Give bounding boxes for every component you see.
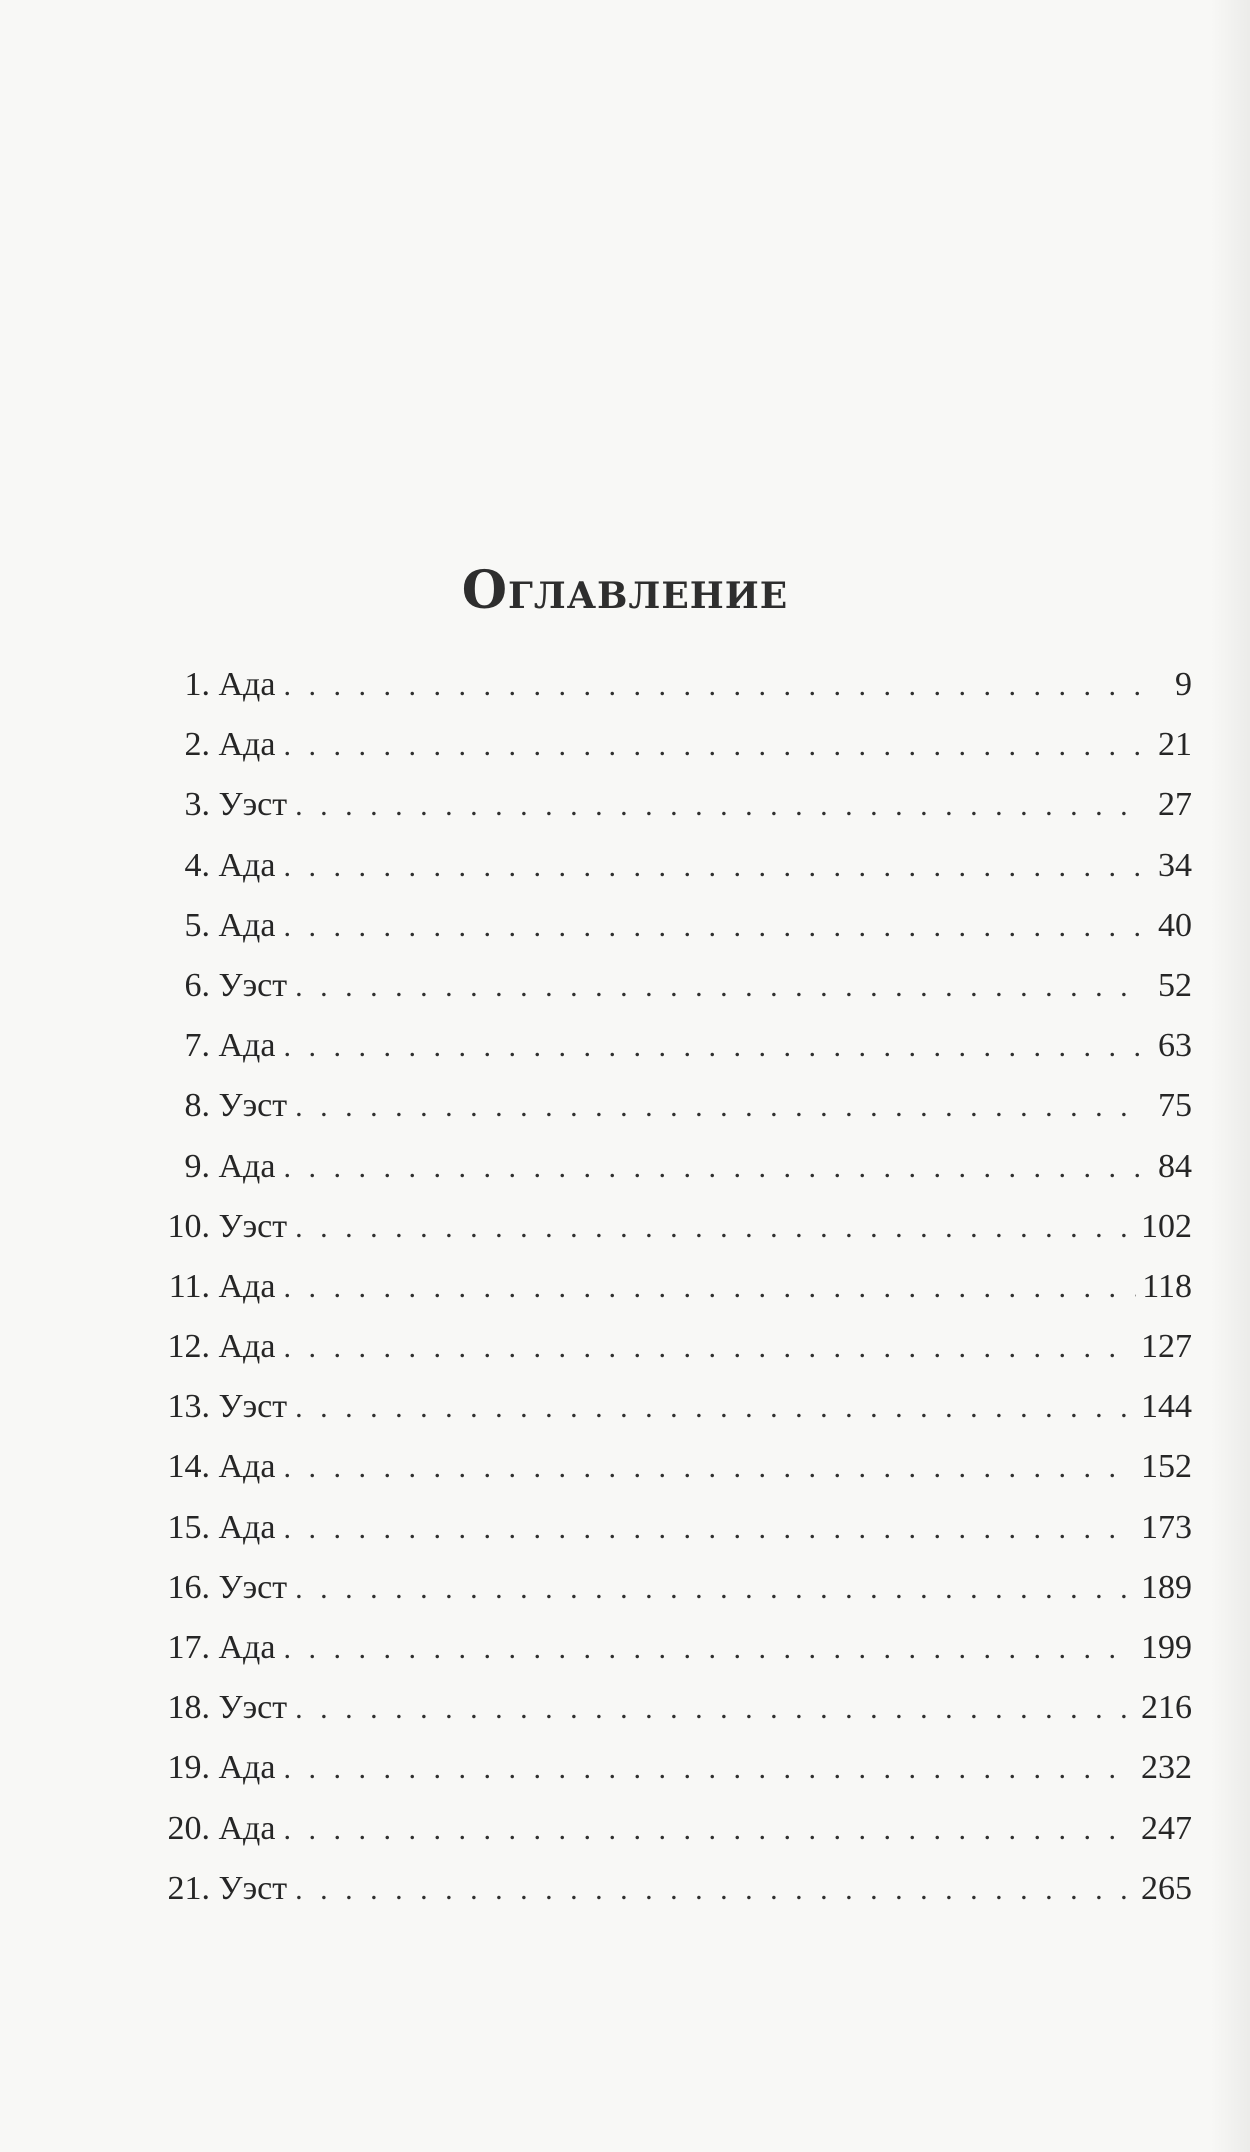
chapter-number: 13. xyxy=(167,1388,210,1426)
dot-leader xyxy=(283,669,1146,703)
dot-leader xyxy=(283,1512,1135,1546)
toc-entry[interactable] xyxy=(158,1870,1192,1930)
toc-entry[interactable] xyxy=(158,967,1192,1027)
toc-entry[interactable] xyxy=(158,1749,1192,1809)
toc-entry[interactable] xyxy=(158,1448,1192,1508)
page-number: 216 xyxy=(1141,1689,1192,1727)
dot-leader xyxy=(283,1752,1135,1786)
page-edge-shadow xyxy=(1210,0,1250,2152)
toc-entry-label xyxy=(158,1208,295,1246)
chapter-title: Уэст xyxy=(218,966,288,1004)
toc-entry-label xyxy=(158,1870,295,1908)
toc-entry-label xyxy=(158,967,295,1005)
toc-entry[interactable] xyxy=(158,1208,1192,1268)
chapter-number: 17. xyxy=(167,1629,210,1666)
dot-leader xyxy=(283,1632,1135,1666)
toc-entry-label xyxy=(158,1027,283,1065)
dot-leader xyxy=(295,1572,1135,1606)
chapter-title: Ада xyxy=(218,846,276,884)
chapter-number: 11. xyxy=(168,1267,210,1305)
page-number: 34 xyxy=(1158,846,1192,884)
dot-leader xyxy=(283,1030,1146,1064)
dot-leader xyxy=(283,729,1146,763)
chapter-title: Уэст xyxy=(218,1207,288,1245)
table-of-contents xyxy=(158,666,1192,1930)
toc-entry[interactable] xyxy=(158,1569,1192,1629)
page-number: 189 xyxy=(1141,1568,1192,1606)
toc-entry[interactable] xyxy=(158,786,1192,846)
page-number: 247 xyxy=(1141,1809,1192,1847)
chapter-title: Ада xyxy=(218,1508,276,1546)
toc-entry-label xyxy=(158,726,283,764)
chapter-number: 14. xyxy=(167,1448,210,1486)
chapter-number: 3. xyxy=(184,786,210,824)
chapter-title: Ада xyxy=(218,906,276,944)
page-number: 102 xyxy=(1141,1207,1192,1245)
toc-entry[interactable] xyxy=(158,1388,1192,1448)
page-number: 118 xyxy=(1142,1267,1192,1305)
toc-entry-label xyxy=(158,847,283,885)
dot-leader xyxy=(283,1813,1135,1847)
dot-leader xyxy=(283,1331,1135,1365)
toc-entry[interactable] xyxy=(158,1328,1192,1388)
toc-entry-label xyxy=(158,786,295,824)
page-number: 232 xyxy=(1141,1749,1192,1787)
toc-entry-label xyxy=(158,1087,295,1125)
toc-entry[interactable] xyxy=(158,1629,1192,1689)
dot-leader xyxy=(295,1391,1135,1425)
page-number: 265 xyxy=(1141,1869,1192,1907)
toc-entry[interactable] xyxy=(158,847,1192,907)
page-number: 144 xyxy=(1141,1388,1192,1426)
page-number: 173 xyxy=(1141,1508,1192,1546)
chapter-number: 20. xyxy=(167,1809,210,1847)
dot-leader xyxy=(295,970,1146,1004)
chapter-title: Уэст xyxy=(218,1568,288,1606)
dot-leader xyxy=(295,789,1146,823)
chapter-number: 1. xyxy=(184,666,210,703)
toc-entry[interactable] xyxy=(158,1148,1192,1208)
toc-entry-label xyxy=(158,1749,283,1787)
page-number: 152 xyxy=(1141,1448,1192,1486)
toc-entry-label xyxy=(158,1810,283,1848)
chapter-title: Ада xyxy=(218,726,276,764)
dot-leader xyxy=(283,1451,1135,1485)
chapter-number: 5. xyxy=(184,906,210,944)
chapter-title: Уэст xyxy=(218,1689,288,1727)
chapter-number: 2. xyxy=(184,726,210,764)
toc-entry-label xyxy=(158,1328,283,1366)
chapter-number: 15. xyxy=(167,1508,210,1546)
page-number: 21 xyxy=(1158,726,1192,764)
page-number: 52 xyxy=(1158,966,1192,1004)
page-number: 84 xyxy=(1158,1147,1192,1185)
toc-entry[interactable] xyxy=(158,1509,1192,1569)
toc-entry-label xyxy=(158,1629,283,1667)
chapter-number: 18. xyxy=(167,1689,210,1727)
chapter-title: Ада xyxy=(218,1147,276,1185)
toc-entry[interactable] xyxy=(158,1087,1192,1147)
dot-leader xyxy=(283,850,1146,884)
chapter-title: Ада xyxy=(218,1027,276,1065)
chapter-number: 9. xyxy=(184,1147,210,1185)
page-number: 127 xyxy=(1141,1328,1192,1366)
chapter-number: 19. xyxy=(167,1749,210,1787)
dot-leader xyxy=(283,1271,1136,1305)
toc-entry-label xyxy=(158,1509,283,1547)
toc-entry[interactable] xyxy=(158,726,1192,786)
chapter-number: 10. xyxy=(167,1207,210,1245)
chapter-title: Ада xyxy=(218,1629,276,1666)
toc-entry[interactable] xyxy=(158,666,1192,726)
chapter-title: Уэст xyxy=(218,786,288,824)
chapter-title: Уэст xyxy=(218,1388,288,1426)
dot-leader xyxy=(295,1090,1146,1124)
toc-entry-label xyxy=(158,666,283,704)
toc-entry-label xyxy=(158,1689,295,1727)
chapter-title: Ада xyxy=(218,1749,276,1787)
toc-entry[interactable] xyxy=(158,1810,1192,1870)
toc-entry[interactable] xyxy=(158,907,1192,967)
toc-entry[interactable] xyxy=(158,1689,1192,1749)
dot-leader xyxy=(295,1873,1135,1907)
page-number: 63 xyxy=(1158,1027,1192,1065)
chapter-number: 12. xyxy=(167,1328,210,1366)
page-number: 27 xyxy=(1158,786,1192,824)
toc-entry-label xyxy=(158,1268,283,1306)
chapter-title: Ада xyxy=(218,1448,276,1486)
chapter-number: 8. xyxy=(184,1087,210,1125)
page-title: Оглавление xyxy=(461,560,789,621)
chapter-title: Ада xyxy=(218,1267,276,1305)
toc-entry[interactable] xyxy=(158,1027,1192,1087)
page-number: 40 xyxy=(1158,906,1192,944)
chapter-number: 4. xyxy=(184,846,210,884)
toc-entry-label xyxy=(158,1388,295,1426)
chapter-number: 21. xyxy=(167,1869,210,1907)
page-number: 75 xyxy=(1158,1087,1192,1125)
chapter-title: Ада xyxy=(218,1328,276,1366)
page-number: 199 xyxy=(1141,1629,1192,1666)
chapter-title: Ада xyxy=(218,1809,276,1847)
chapter-number: 6. xyxy=(184,966,210,1004)
toc-entry-label xyxy=(158,907,283,945)
toc-entry-label xyxy=(158,1569,295,1607)
toc-entry[interactable] xyxy=(158,1268,1192,1328)
page-number: 9 xyxy=(1175,666,1192,703)
dot-leader xyxy=(295,1211,1135,1245)
dot-leader xyxy=(283,910,1146,944)
chapter-title: Ада xyxy=(218,666,276,703)
toc-entry-label xyxy=(158,1448,283,1486)
chapter-number: 7. xyxy=(184,1027,210,1065)
toc-entry-label xyxy=(158,1148,283,1186)
dot-leader xyxy=(283,1151,1146,1185)
chapter-title: Уэст xyxy=(218,1087,288,1125)
dot-leader xyxy=(295,1692,1135,1726)
chapter-number: 16. xyxy=(167,1568,210,1606)
chapter-title: Уэст xyxy=(218,1869,288,1907)
